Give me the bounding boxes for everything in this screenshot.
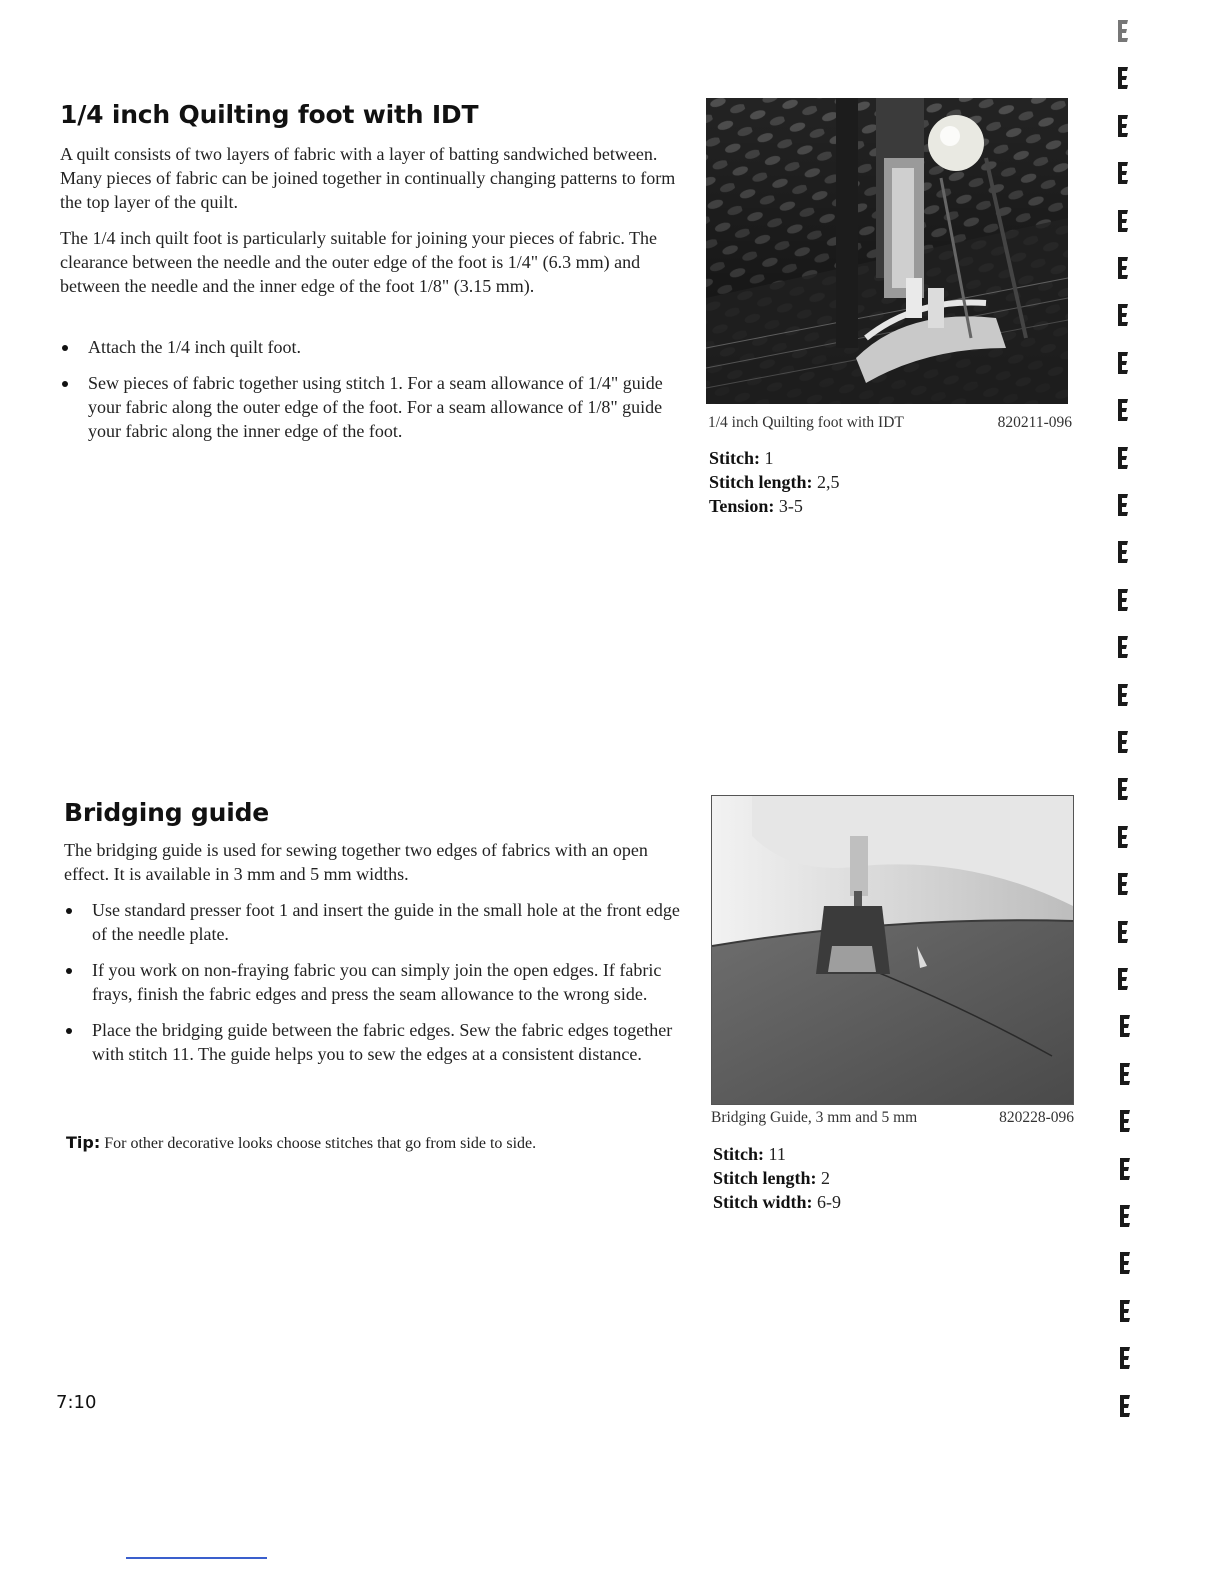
spec-row xyxy=(713,1190,841,1214)
list-item xyxy=(66,958,684,1006)
binding-tab-mark xyxy=(1112,587,1134,613)
list-item xyxy=(62,371,684,443)
list-item xyxy=(66,898,684,946)
quilting-foot-illustration xyxy=(706,98,1068,404)
bridging-intro-paragraph: The bridging guide is used for sewing together two edges of fabrics with an open effect. It is available in 3 mm and 5 mm widths. xyxy=(64,840,648,884)
tip-text: For other decorative looks choose stitches that go from side to side. xyxy=(104,1135,537,1152)
spec-row xyxy=(709,446,840,470)
binding-tab-mark xyxy=(1112,682,1134,708)
bullet-icon xyxy=(62,345,68,351)
bridging-guide-caption xyxy=(711,1109,1074,1127)
spec-row xyxy=(713,1166,841,1190)
list-item xyxy=(66,1018,684,1066)
binding-tab-mark xyxy=(1114,1393,1136,1419)
quilting-foot-photo xyxy=(706,98,1068,404)
binding-tab-mark xyxy=(1112,539,1134,565)
spec-value: 2,5 xyxy=(817,472,840,492)
list-item-text: Use standard presser foot 1 and insert the guide in the small hole at the front edge of the needle plate. xyxy=(92,900,680,944)
spec-row xyxy=(713,1142,841,1166)
bridging-steps-list xyxy=(66,898,684,1078)
caption-part-number: 820228-096 xyxy=(999,1109,1074,1126)
bullet-icon xyxy=(62,381,68,387)
binding-tab-mark xyxy=(1112,729,1134,755)
tip-label: Tip: xyxy=(66,1133,101,1152)
binding-tab-mark xyxy=(1112,397,1134,423)
binding-tab-mark xyxy=(1112,255,1134,281)
spec-label: Stitch length: xyxy=(713,1168,817,1188)
binding-tab-mark xyxy=(1114,1061,1136,1087)
binding-tab-mark xyxy=(1112,919,1134,945)
binding-tab-mark xyxy=(1112,824,1134,850)
binding-tab-mark xyxy=(1112,65,1134,91)
spec-value: 11 xyxy=(768,1144,786,1164)
binding-tab-mark xyxy=(1112,492,1134,518)
binding-tab-mark xyxy=(1114,1013,1136,1039)
binding-tab-mark xyxy=(1114,1203,1136,1229)
spec-value: 2 xyxy=(821,1168,830,1188)
binding-tab-mark xyxy=(1112,208,1134,234)
spec-label: Tension: xyxy=(709,496,775,516)
quilting-clearance-paragraph: The 1/4 inch quilt foot is particularly suitable for joining your pieces of fabric. The clearance between the needle and the outer edge of the foot is 1/4" (6.3 mm) and between the needle and the inner edge of the foot 1/8" (3.15 mm). xyxy=(60,228,658,296)
list-item xyxy=(62,335,684,359)
spec-label: Stitch width: xyxy=(713,1192,813,1212)
list-item-text: If you work on non-fraying fabric you can simply join the open edges. If fabric frays, finish the fabric edges and press the seam allowance to the wrong side. xyxy=(92,960,662,1004)
binding-tab-mark xyxy=(1112,776,1134,802)
binding-tab-mark xyxy=(1112,445,1134,471)
spec-value: 6-9 xyxy=(817,1192,842,1212)
bullet-icon xyxy=(66,968,72,974)
spec-row xyxy=(709,470,840,494)
list-item-text: Sew pieces of fabric together using stitch 1. For a seam allowance of 1/4" guide your fabric along the outer edge of the foot. For a seam allowance of 1/8" guide your fabric along the inner edge of the foot. xyxy=(88,373,663,441)
bottom-rule xyxy=(126,1557,267,1559)
spec-label: Stitch length: xyxy=(709,472,813,492)
spec-label: Stitch: xyxy=(713,1144,764,1164)
spec-row xyxy=(709,494,840,518)
quilting-steps-list xyxy=(62,335,684,455)
quilting-intro-paragraph: A quilt consists of two layers of fabric with a layer of batting sandwiched between. Many pieces of fabric can be joined together in continually changing patterns to form the top layer of the quilt. xyxy=(60,144,676,212)
binding-tab-mark xyxy=(1114,1250,1136,1276)
spec-value: 3-5 xyxy=(778,496,803,516)
binding-tab-mark xyxy=(1112,160,1134,186)
section-heading-quilting-foot: 1/4 inch Quilting foot with IDT xyxy=(60,100,479,129)
binding-tab-mark xyxy=(1112,18,1134,44)
list-item-text: Attach the 1/4 inch quilt foot. xyxy=(88,337,301,357)
page-number: 7:10 xyxy=(56,1392,97,1413)
binding-tab-mark xyxy=(1112,634,1134,660)
caption-name: Bridging Guide, 3 mm and 5 mm xyxy=(711,1109,918,1126)
binding-tab-mark xyxy=(1112,113,1134,139)
spec-label: Stitch: xyxy=(709,448,760,468)
quilting-foot-specs xyxy=(709,446,840,518)
bridging-guide-illustration xyxy=(712,796,1073,1104)
bullet-icon xyxy=(66,1028,72,1034)
binding-tab-mark xyxy=(1114,1156,1136,1182)
binding-tab-mark xyxy=(1114,1108,1136,1134)
spec-value: 1 xyxy=(764,448,774,468)
quilting-foot-caption xyxy=(708,414,1072,432)
caption-part-number: 820211-096 xyxy=(997,414,1072,431)
bridging-guide-specs xyxy=(713,1142,841,1214)
bullet-icon xyxy=(66,908,72,914)
binding-tab-mark xyxy=(1112,350,1134,376)
binding-tab-mark xyxy=(1112,302,1134,328)
bridging-tip xyxy=(66,1132,686,1155)
caption-name: 1/4 inch Quilting foot with IDT xyxy=(708,414,904,431)
list-item-text: Place the bridging guide between the fabric edges. Sew the fabric edges together with stitch 11. The guide helps you to sew the edges at a consistent distance. xyxy=(92,1020,673,1064)
binding-tab-mark xyxy=(1112,966,1134,992)
binding-tabs xyxy=(1108,0,1148,1440)
binding-tab-mark xyxy=(1114,1298,1136,1324)
binding-tab-mark xyxy=(1112,871,1134,897)
bridging-guide-photo xyxy=(711,795,1074,1105)
binding-tab-mark xyxy=(1114,1345,1136,1371)
section-heading-bridging-guide: Bridging guide xyxy=(64,798,270,827)
